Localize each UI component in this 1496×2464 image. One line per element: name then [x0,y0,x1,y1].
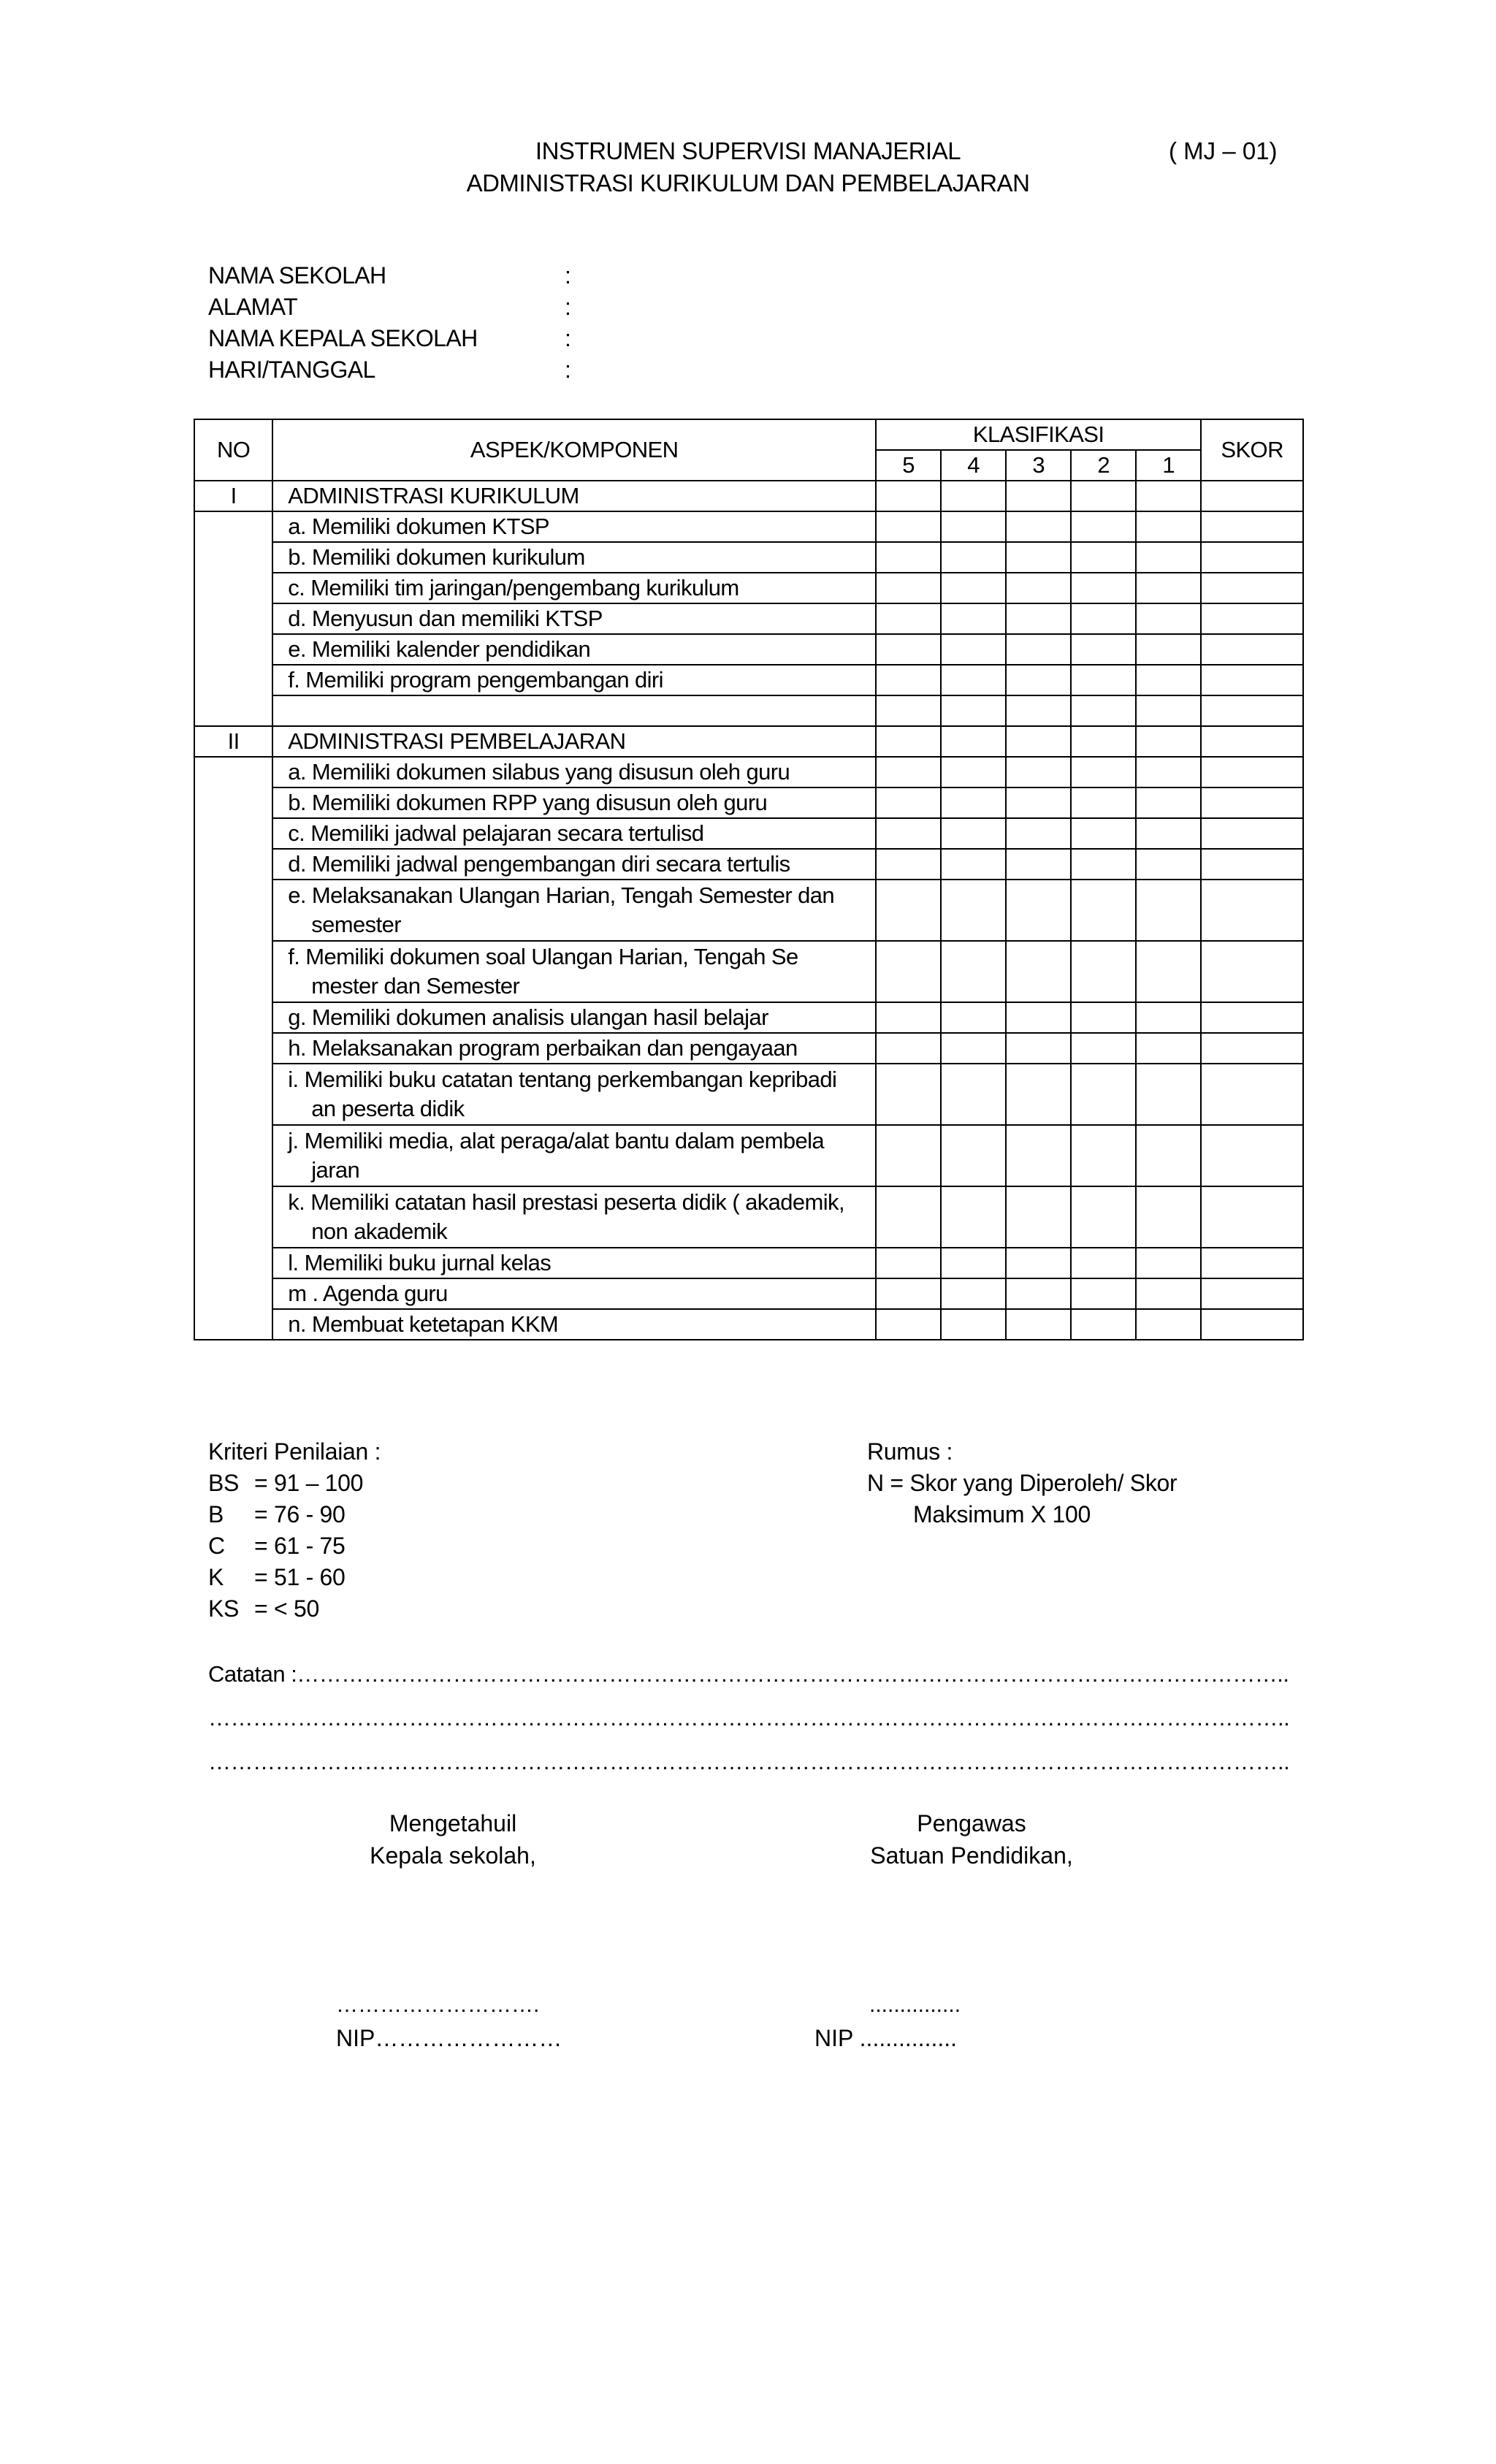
score-cell[interactable] [1006,634,1071,665]
skor-cell[interactable] [1201,941,1303,1002]
score-cell[interactable] [1071,542,1136,573]
score-cell[interactable] [1006,1309,1071,1340]
score-cell[interactable] [876,695,941,726]
aspect-item [273,819,875,848]
score-cell[interactable] [941,1125,1006,1186]
info-separator: : [565,356,571,383]
score-cell[interactable] [1006,1278,1071,1309]
aspect-item-text: n. Membuat ketetapan KKM [288,1311,559,1337]
skor-cell[interactable] [1201,603,1303,634]
table-row [194,818,1303,849]
score-cell[interactable] [1006,603,1071,634]
table-row [194,787,1303,818]
table-body [194,481,1303,1340]
score-cell[interactable] [1006,1248,1071,1278]
skor-cell[interactable] [1201,726,1303,757]
score-cell[interactable] [941,1278,1006,1309]
score-cell[interactable] [1071,726,1136,757]
score-cell[interactable] [1071,695,1136,726]
score-cell[interactable] [1136,1309,1201,1340]
score-cell[interactable] [1006,880,1071,941]
score-cell[interactable] [876,1125,941,1186]
score-cell[interactable] [1071,1002,1136,1033]
skor-cell[interactable] [1201,849,1303,880]
score-cell[interactable] [1136,665,1201,695]
assessment-criteria [208,1436,381,1625]
score-cell[interactable] [1006,1064,1071,1125]
score-cell[interactable] [1136,1033,1201,1064]
aspect-item [273,788,875,817]
score-cell[interactable] [876,634,941,665]
score-cell[interactable] [941,726,1006,757]
table-row [194,1002,1303,1033]
score-cell[interactable] [941,511,1006,542]
score-cell[interactable] [876,1064,941,1125]
score-cell[interactable] [1136,757,1201,787]
table-row [194,1248,1303,1278]
aspect-item [273,850,875,879]
aspect-item-text: a. Memiliki dokumen silabus yang disusun oleh guru [288,759,790,785]
criteria-title: Kriteri Penilaian : [208,1438,381,1465]
score-cell[interactable] [1006,1002,1071,1033]
score-cell[interactable] [1071,1033,1136,1064]
section-row [194,481,1303,511]
score-cell[interactable] [1071,511,1136,542]
aspect-item [273,881,875,939]
info-separator: : [565,262,571,289]
aspect-item-continuation: jaran [311,1157,360,1183]
criteria-grade: K [208,1564,224,1590]
score-header-3: 3 [1006,450,1071,481]
info-separator: : [565,325,571,351]
signature-supervisor-nip: NIP ............... [814,2025,958,2051]
column-header-no: NO [194,419,272,481]
table-row [194,603,1303,634]
formula-line-1: N = Skor yang Diperoleh/ Skor [867,1470,1178,1496]
score-cell[interactable] [1136,481,1201,511]
skor-cell[interactable] [1201,634,1303,665]
form-code: ( MJ – 01) [1169,137,1278,164]
score-cell[interactable] [1136,818,1201,849]
skor-cell[interactable] [1201,1309,1303,1340]
signature-supervisor-name-line: ............... [869,1993,961,2017]
score-cell[interactable] [876,941,941,1002]
score-cell[interactable] [1071,757,1136,787]
score-cell[interactable] [1071,880,1136,941]
criteria-range: = 76 - 90 [254,1501,346,1527]
score-cell[interactable] [1006,511,1071,542]
notes-line-3: ……………………………………………………………………………………………………………………………….. [208,1749,1290,1774]
score-cell[interactable] [941,941,1006,1002]
aspect-item-text: c. Memiliki jadwal pelajaran secara tertulisd [288,820,704,846]
score-cell[interactable] [941,1033,1006,1064]
score-cell[interactable] [1071,818,1136,849]
aspect-item [273,942,875,1001]
score-header-4: 4 [941,450,1006,481]
table-row [194,880,1303,941]
score-cell[interactable] [876,542,941,573]
table-row [194,941,1303,1002]
document-title: INSTRUMEN SUPERVISI MANAJERIAL [535,137,961,164]
score-cell[interactable] [1006,757,1071,787]
score-cell[interactable] [941,573,1006,603]
aspect-item-text: f. Memiliki dokumen soal Ulangan Harian, Tengah Se [288,944,798,969]
score-cell[interactable] [1006,665,1071,695]
skor-cell[interactable] [1201,1033,1303,1064]
score-cell[interactable] [1006,542,1071,573]
info-row-nama-kepala-sekolah [208,323,570,354]
aspect-item-text: d. Menyusun dan memiliki KTSP [288,606,603,631]
score-cell[interactable] [876,1309,941,1340]
score-cell[interactable] [1136,542,1201,573]
skor-cell[interactable] [1201,757,1303,787]
score-cell[interactable] [876,1033,941,1064]
score-cell[interactable] [876,603,941,634]
score-cell[interactable] [1006,573,1071,603]
score-cell[interactable] [1006,818,1071,849]
aspect-item [273,1310,875,1339]
section-row [194,726,1303,757]
section-title: ADMINISTRASI KURIKULUM [288,483,579,508]
skor-cell[interactable] [1201,695,1303,726]
score-cell[interactable] [941,1186,1006,1248]
score-cell[interactable] [876,757,941,787]
signature-principal-nip: NIP…………………… [336,2025,562,2051]
table-row [194,757,1303,787]
score-cell[interactable] [876,1002,941,1033]
score-cell[interactable] [1071,481,1136,511]
score-cell[interactable] [941,787,1006,818]
signature-supervisor-line-1: Pengawas [917,1810,1026,1836]
skor-cell[interactable] [1201,1002,1303,1033]
supervision-table [194,419,1304,1340]
skor-cell[interactable] [1201,573,1303,603]
criteria-row [208,1499,381,1530]
signature-supervisor-line-2: Satuan Pendidikan, [870,1842,1073,1869]
skor-cell[interactable] [1201,787,1303,818]
score-cell[interactable] [1071,787,1136,818]
document-subtitle: ADMINISTRASI KURIKULUM DAN PEMBELAJARAN [466,169,1030,197]
score-cell[interactable] [1136,880,1201,941]
score-cell[interactable] [1006,1186,1071,1248]
skor-cell[interactable] [1201,1125,1303,1186]
aspect-item-text: l. Memiliki buku jurnal kelas [288,1250,552,1275]
table-row [194,634,1303,665]
table-row [194,1064,1303,1125]
skor-cell[interactable] [1201,1064,1303,1125]
aspect-item [273,512,875,541]
criteria-row [208,1593,381,1625]
score-cell[interactable] [1006,787,1071,818]
section-number: II [194,726,272,757]
skor-cell[interactable] [1201,880,1303,941]
aspect-item [273,604,875,633]
score-cell[interactable] [1136,695,1201,726]
score-cell[interactable] [1071,849,1136,880]
score-cell[interactable] [876,1248,941,1278]
aspect-item-text: e. Melaksanakan Ulangan Harian, Tengah Semester dan [288,882,835,908]
aspect-item-text: e. Memiliki kalender pendidikan [288,636,591,662]
score-cell[interactable] [941,603,1006,634]
aspect-item-text: h. Melaksanakan program perbaikan dan pengayaan [288,1035,798,1061]
aspect-item-continuation: mester dan Semester [311,973,520,999]
score-cell[interactable] [876,787,941,818]
notes-line-1: Catatan :…………………………………………………………………………………………………………………….. [208,1661,1289,1687]
section-number: I [194,481,272,511]
score-cell[interactable] [1006,941,1071,1002]
signature-principal-line-1: Mengetahuil [389,1810,517,1836]
aspect-item [273,1003,875,1032]
table-row [194,1186,1303,1248]
aspect-item-text: d. Memiliki jadwal pengembangan diri secara tertulis [288,851,790,877]
aspect-item [273,758,875,787]
aspect-item-text: i. Memiliki buku catatan tentang perkembangan kepribadi [288,1067,837,1092]
score-cell[interactable] [1071,1064,1136,1125]
table-row [194,849,1303,880]
column-header-aspek: ASPEK/KOMPONEN [272,419,876,481]
info-label: ALAMAT [208,294,298,320]
table-row [194,1033,1303,1064]
column-header-klasifikasi: KLASIFIKASI [876,419,1201,450]
score-cell[interactable] [941,481,1006,511]
aspect-item [273,543,875,572]
score-cell[interactable] [1136,1125,1201,1186]
score-cell[interactable] [941,1064,1006,1125]
score-cell[interactable] [876,1278,941,1309]
aspect-item-continuation: non akademik [311,1218,448,1244]
criteria-range: = 61 - 75 [254,1533,346,1559]
aspect-item [273,635,875,664]
score-cell[interactable] [941,757,1006,787]
signature-principal-name-line: ………………………. [336,1993,540,2017]
score-cell[interactable] [1136,849,1201,880]
score-cell[interactable] [941,1309,1006,1340]
score-cell[interactable] [1136,603,1201,634]
score-cell[interactable] [1071,603,1136,634]
table-row [194,573,1303,603]
score-cell[interactable] [876,818,941,849]
info-row-alamat [208,291,570,323]
criteria-row [208,1468,381,1499]
score-cell[interactable] [1136,634,1201,665]
score-cell[interactable] [941,695,1006,726]
score-cell[interactable] [1006,1033,1071,1064]
table-row [194,511,1303,542]
skor-cell[interactable] [1201,1248,1303,1278]
skor-cell[interactable] [1201,665,1303,695]
school-info-fields [208,260,570,386]
score-cell[interactable] [941,849,1006,880]
notes-line-2: ……………………………………………………………………………………………………………………………….. [208,1705,1290,1731]
score-cell[interactable] [1006,849,1071,880]
criteria-grade: B [208,1501,224,1527]
aspect-item [273,1188,875,1246]
criteria-row [208,1562,381,1593]
skor-cell[interactable] [1201,481,1303,511]
aspect-item [273,1065,875,1124]
aspect-item-text: c. Memiliki tim jaringan/pengembang kurikulum [288,575,739,600]
formula-line-2: Maksimum X 100 [913,1501,1091,1527]
table-row [194,695,1303,726]
number-cell-empty [194,757,272,1340]
aspect-item-text: b. Memiliki dokumen RPP yang disusun oleh guru [288,790,768,815]
aspect-item-continuation: an peserta didik [311,1096,465,1121]
score-header-2: 2 [1071,450,1136,481]
criteria-grade: C [208,1533,225,1559]
signature-principal [321,1807,584,1872]
score-cell[interactable] [941,542,1006,573]
score-cell[interactable] [1071,941,1136,1002]
score-cell[interactable] [1071,1278,1136,1309]
score-cell[interactable] [1136,787,1201,818]
aspect-item [273,573,875,603]
score-cell[interactable] [876,849,941,880]
aspect-item-text: b. Memiliki dokumen kurikulum [288,544,585,570]
score-cell[interactable] [1136,573,1201,603]
score-cell[interactable] [876,573,941,603]
score-cell[interactable] [1071,573,1136,603]
score-header-1: 1 [1136,450,1201,481]
criteria-row [208,1530,381,1562]
score-cell[interactable] [876,726,941,757]
score-cell[interactable] [941,880,1006,941]
table-row [194,542,1303,573]
table-row [194,1278,1303,1309]
score-cell[interactable] [941,634,1006,665]
score-cell[interactable] [941,1002,1006,1033]
aspect-item [273,1279,875,1308]
criteria-grade: BS [208,1470,240,1496]
aspect-item [273,1248,875,1278]
table-row [194,1309,1303,1340]
skor-cell[interactable] [1201,1278,1303,1309]
info-label: HARI/TANGGAL [208,356,375,383]
aspect-item-continuation: semester [311,912,401,937]
score-cell[interactable] [876,880,941,941]
formula-title: Rumus : [867,1438,953,1465]
score-cell[interactable] [1136,726,1201,757]
score-cell[interactable] [1136,941,1201,1002]
score-cell[interactable] [1006,1125,1071,1186]
aspect-item [273,1126,875,1185]
score-header-5: 5 [876,450,941,481]
score-cell[interactable] [1071,1309,1136,1340]
criteria-range: = 91 – 100 [254,1470,364,1496]
skor-cell[interactable] [1201,1186,1303,1248]
score-cell[interactable] [1136,1064,1201,1125]
skor-cell[interactable] [1201,818,1303,849]
number-cell-empty [194,511,272,726]
aspect-item-text: a. Memiliki dokumen KTSP [288,514,549,539]
score-cell[interactable] [1071,1186,1136,1248]
criteria-grade: KS [208,1595,240,1622]
score-cell[interactable] [876,1186,941,1248]
score-cell[interactable] [1136,1248,1201,1278]
table-row [194,1125,1303,1186]
score-cell[interactable] [876,511,941,542]
score-cell[interactable] [1006,695,1071,726]
skor-cell[interactable] [1201,542,1303,573]
info-label: NAMA SEKOLAH [208,262,386,289]
info-label: NAMA KEPALA SEKOLAH [208,325,478,351]
aspect-item-text: j. Memiliki media, alat peraga/alat bantu dalam pembela [288,1128,825,1153]
score-cell[interactable] [941,665,1006,695]
criteria-range: = 51 - 60 [254,1564,346,1590]
score-cell[interactable] [876,481,941,511]
score-cell[interactable] [1136,1002,1201,1033]
score-cell[interactable] [941,818,1006,849]
score-cell[interactable] [1071,1248,1136,1278]
score-cell[interactable] [1071,665,1136,695]
score-cell[interactable] [941,1248,1006,1278]
score-cell[interactable] [1006,726,1071,757]
info-separator: : [565,294,571,320]
score-cell[interactable] [1136,1186,1201,1248]
aspect-item-text: g. Memiliki dokumen analisis ulangan hasil belajar [288,1004,768,1030]
score-cell[interactable] [1136,511,1201,542]
score-cell[interactable] [1136,1278,1201,1309]
score-cell[interactable] [1071,1125,1136,1186]
skor-cell[interactable] [1201,511,1303,542]
aspect-item [273,1034,875,1063]
aspect-item-text: f. Memiliki program pengembangan diri [288,667,663,693]
score-cell[interactable] [876,665,941,695]
aspect-item-text: k. Memiliki catatan hasil prestasi peserta didik ( akademik, [288,1189,844,1215]
info-row-hari-tanggal [208,354,570,386]
criteria-range: = < 50 [254,1595,319,1622]
table-row [194,665,1303,695]
score-formula [867,1436,1177,1530]
signature-supervisor [833,1807,1110,1872]
info-row-nama-sekolah [208,260,570,291]
column-header-skor: SKOR [1201,419,1303,481]
section-title: ADMINISTRASI PEMBELAJARAN [288,728,626,754]
aspect-item [273,665,875,695]
score-cell[interactable] [1071,634,1136,665]
score-cell[interactable] [1006,481,1071,511]
signature-principal-line-2: Kepala sekolah, [370,1842,536,1869]
notes-section [208,1652,1289,1784]
aspect-item-text: m . Agenda guru [288,1281,448,1306]
